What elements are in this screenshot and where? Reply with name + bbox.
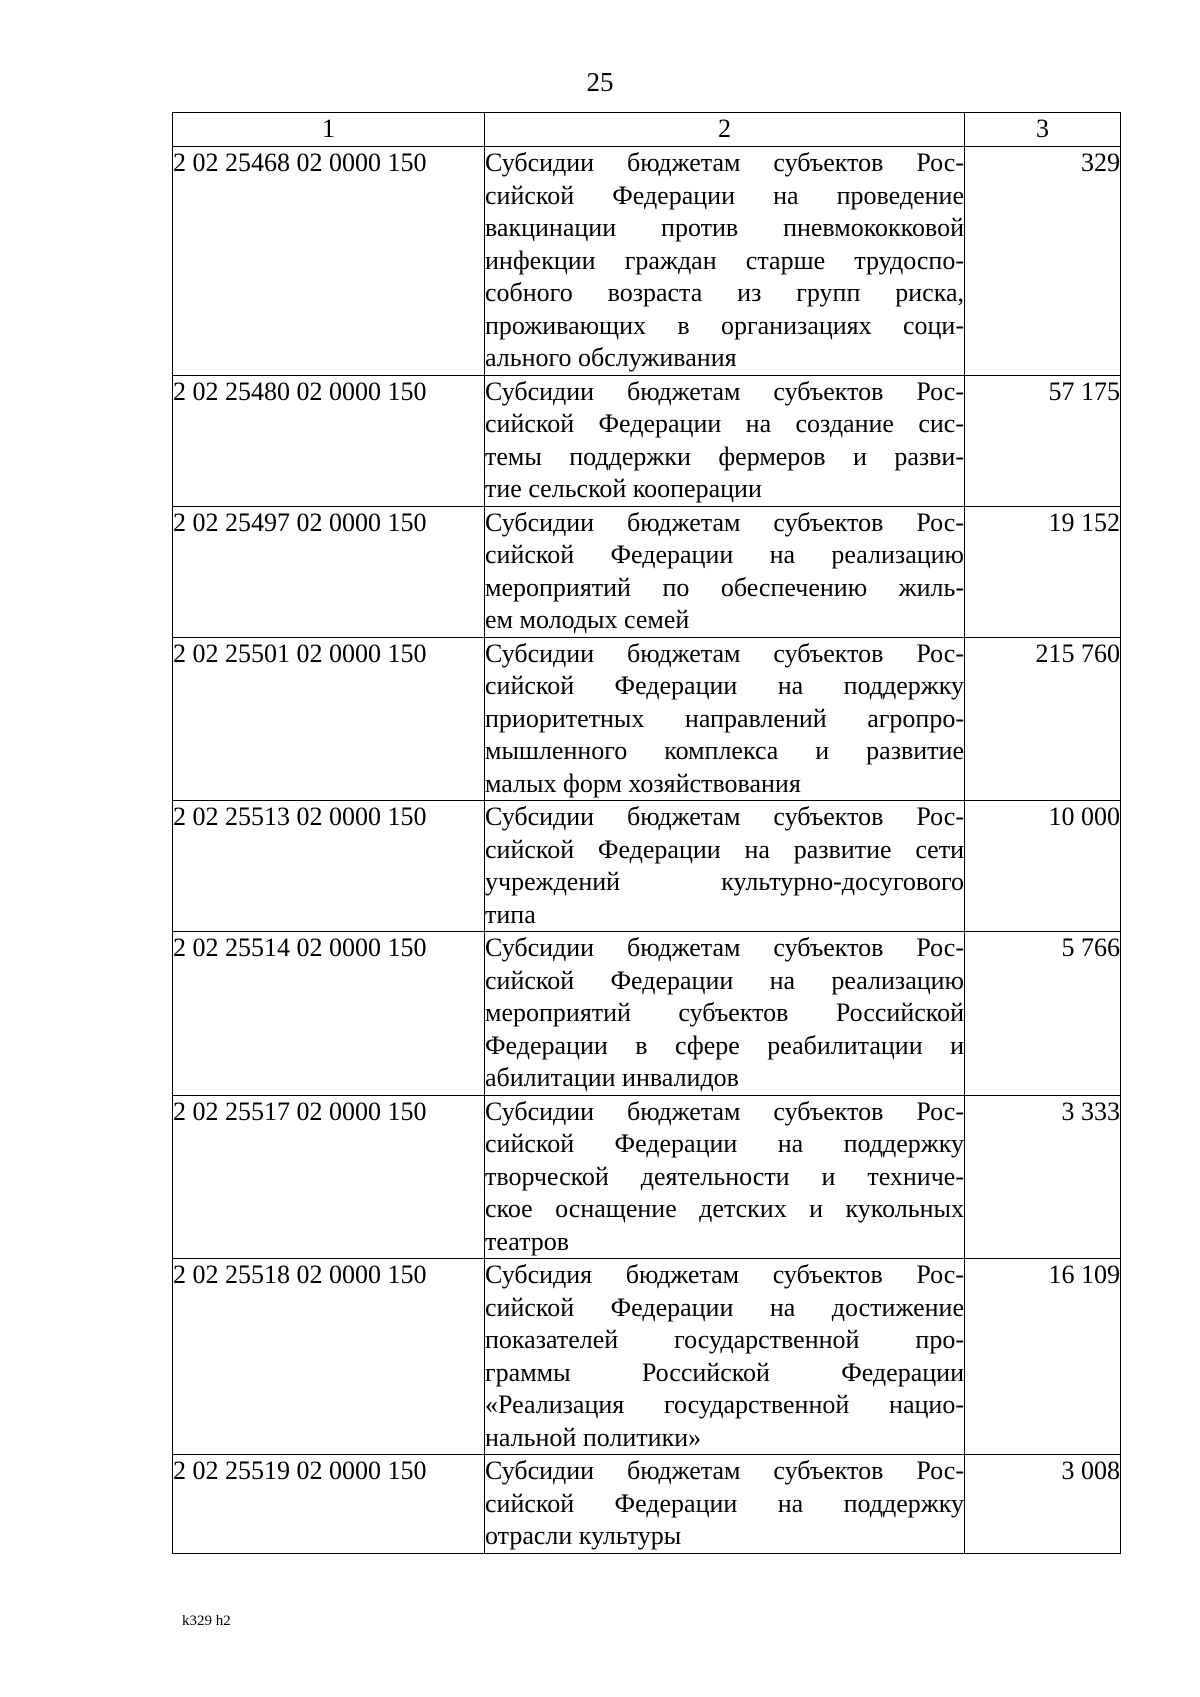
amount-cell: 57 175 <box>965 375 1121 506</box>
table-row <box>173 801 1121 932</box>
column-header-3: 3 <box>965 113 1121 147</box>
description-line: мероприятий субъектов Российской <box>485 998 964 1027</box>
description-line: творческой деятельности и техниче- <box>485 1161 964 1191</box>
description-line: Субсидии бюджетам субъектов Рос- <box>485 507 964 537</box>
column-header-1: 1 <box>173 113 485 147</box>
description-cell <box>485 1455 965 1554</box>
description-line: Субсидии бюджетам субъектов Рос- <box>485 1456 964 1485</box>
description-line: отрасли культуры <box>485 1521 682 1550</box>
description-line: проживающих в организациях соци- <box>485 310 964 340</box>
amount-cell: 19 152 <box>965 506 1121 637</box>
budget-code-cell: 2 02 25519 02 0000 150 <box>173 1455 485 1554</box>
table-row <box>173 375 1121 506</box>
description-cell <box>485 375 965 506</box>
description-line: абилитации инвалидов <box>485 1063 739 1092</box>
description-cell <box>485 637 965 801</box>
amount-cell: 3 333 <box>965 1095 1121 1259</box>
description-cell <box>485 1095 965 1259</box>
description-line: сийской Федерации на поддержку <box>485 1129 964 1158</box>
description-line: инфекции граждан старше трудоспо- <box>485 245 964 275</box>
document-footer-code: k329 h2 <box>182 1613 231 1629</box>
description-line: Субсидии бюджетам субъектов Рос- <box>485 148 964 177</box>
description-line: ем молодых семей <box>485 605 690 634</box>
description-line: сийской Федерации на поддержку <box>485 1488 964 1518</box>
table-row <box>173 932 1121 1096</box>
description-line: приоритетных направлений агропро- <box>485 703 964 733</box>
description-line: малых форм хозяйствования <box>485 768 801 798</box>
description-line: сийской Федерации на развитие сети <box>485 834 964 864</box>
description-line: нальной политики» <box>485 1422 702 1452</box>
description-cell <box>485 801 965 932</box>
budget-code-cell: 2 02 25497 02 0000 150 <box>173 506 485 637</box>
budget-code-cell: 2 02 25513 02 0000 150 <box>173 801 485 932</box>
description-line: театров <box>485 1226 570 1256</box>
column-header-2: 2 <box>485 113 965 147</box>
budget-code-cell: 2 02 25514 02 0000 150 <box>173 932 485 1096</box>
description-line: Субсидии бюджетам субъектов Рос- <box>485 802 964 831</box>
description-line: темы поддержки фермеров и разви- <box>485 441 964 471</box>
table-header-row <box>173 113 1121 147</box>
description-line: сийской Федерации на поддержку <box>485 671 964 700</box>
description-line: собного возраста из групп риска, <box>485 278 964 307</box>
table-row <box>173 1455 1121 1554</box>
table-body <box>173 147 1121 1554</box>
description-line: сийской Федерации на реализацию <box>485 965 964 995</box>
description-line: тие сельской кооперации <box>485 474 762 503</box>
table-row <box>173 1259 1121 1455</box>
description-line: Субсидии бюджетам субъектов Рос- <box>485 376 964 406</box>
table-row <box>173 147 1121 376</box>
description-line: сийской Федерации на проведение <box>485 180 964 210</box>
description-line: типа <box>485 899 536 929</box>
description-line: сийской Федерации на достижение <box>485 1292 964 1322</box>
description-line: граммы Российской Федерации <box>485 1357 964 1387</box>
description-line: Субсидии бюджетам субъектов Рос- <box>485 933 964 962</box>
description-line: мероприятий по обеспечению жиль- <box>485 572 964 602</box>
description-line: ального обслуживания <box>485 343 737 372</box>
description-line: учреждений культурно-досугового <box>485 867 964 896</box>
budget-code-cell: 2 02 25501 02 0000 150 <box>173 637 485 801</box>
description-line: ское оснащение детских и кукольных <box>485 1194 964 1223</box>
description-cell <box>485 1259 965 1455</box>
amount-cell: 5 766 <box>965 932 1121 1096</box>
description-line: вакцинации против пневмококковой <box>485 213 964 242</box>
description-line: показателей государственной про- <box>485 1325 964 1354</box>
amount-cell: 329 <box>965 147 1121 376</box>
page-number: 25 <box>586 67 614 97</box>
budget-code-cell: 2 02 25480 02 0000 150 <box>173 375 485 506</box>
amount-cell: 16 109 <box>965 1259 1121 1455</box>
description-line: сийской Федерации на реализацию <box>485 540 964 569</box>
description-cell <box>485 506 965 637</box>
description-line: Субсидии бюджетам субъектов Рос- <box>485 1096 964 1126</box>
description-cell <box>485 932 965 1096</box>
description-line: Федерации в сфере реабилитации и <box>485 1030 964 1060</box>
budget-table <box>172 112 1121 1554</box>
table-row <box>173 506 1121 637</box>
amount-cell: 3 008 <box>965 1455 1121 1554</box>
amount-cell: 10 000 <box>965 801 1121 932</box>
description-line: Субсидия бюджетам субъектов Рос- <box>485 1260 964 1289</box>
description-line: «Реализация государственной нацио- <box>485 1390 964 1419</box>
budget-code-cell: 2 02 25517 02 0000 150 <box>173 1095 485 1259</box>
table-row <box>173 1095 1121 1259</box>
budget-code-cell: 2 02 25468 02 0000 150 <box>173 147 485 376</box>
description-line: мышленного комплекса и развитие <box>485 736 964 765</box>
description-cell <box>485 147 965 376</box>
budget-code-cell: 2 02 25518 02 0000 150 <box>173 1259 485 1455</box>
table-row <box>173 637 1121 801</box>
description-line: сийской Федерации на создание сис- <box>485 409 964 438</box>
description-line: Субсидии бюджетам субъектов Рос- <box>485 638 964 668</box>
amount-cell: 215 760 <box>965 637 1121 801</box>
